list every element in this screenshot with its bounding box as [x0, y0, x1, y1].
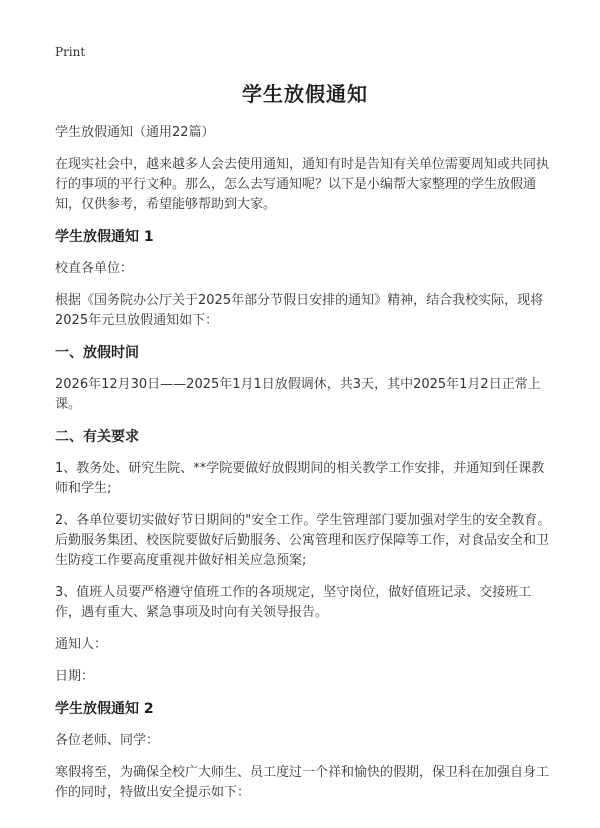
notifier-label: 通知人： — [55, 637, 108, 652]
intro-paragraph: 在现实社会中，越来越多人会去使用通知，通知有时是告知有关单位需要周知或共同执行的事项的平行文种。那么，怎么去写通知呢？以下是小编帮大家整理的学生放假通知，仅供参考，希望能够帮助到大家。 — [55, 157, 550, 212]
notice-1-body: 根据《国务院办公厅关于2025年部分节假日安排的通知》精神，结合我校实际，现将2025年元旦放假通知如下： — [55, 293, 544, 328]
print-link[interactable]: Print — [55, 45, 86, 59]
section-holiday-time-text: 2026年12月30日——2025年1月1日放假调休，共3天，其中2025年1月2日正常上课。 — [55, 377, 541, 412]
section-holiday-time-heading: 一、放假时间 — [55, 345, 139, 361]
section-requirements-heading: 二、有关要求 — [55, 429, 139, 445]
document-subtitle: 学生放假通知（通用22篇） — [55, 125, 215, 140]
requirement-3: 3、值班人员要严格遵守值班工作的各项规定，坚守岗位，做好值班记录、交接班工作，遇有重大、紧急事项及时向有关领导报告。 — [55, 585, 532, 620]
page-title: 学生放假通知 — [242, 82, 368, 106]
document-body — [55, 78, 555, 815]
notice-2-salutation: 各位老师、同学： — [55, 733, 160, 748]
requirement-1: 1、教务处、研究生院、**学院要做好放假期间的相关教学工作安排，并通知到任课教师和学生; — [55, 461, 545, 496]
notice-2-heading: 学生放假通知 2 — [55, 701, 154, 717]
date-label: 日期： — [55, 669, 95, 684]
notice-1-salutation: 校直各单位： — [55, 261, 134, 276]
requirement-2: 2、各单位要切实做好节日期间的"安全工作。学生管理部门要加强对学生的安全教育。后勤服务集团、校医院要做好后勤服务、公寓管理和医疗保障等工作，对食品安全和卫生防疫工作要高度重视并做好相关应急预案; — [55, 513, 551, 568]
notice-1-heading: 学生放假通知 1 — [55, 229, 154, 245]
notice-2-body: 寒假将至，为确保全校广大师生、员工度过一个祥和愉快的假期，保卫科在加强自身工作的同时，特做出安全提示如下： — [55, 765, 550, 800]
